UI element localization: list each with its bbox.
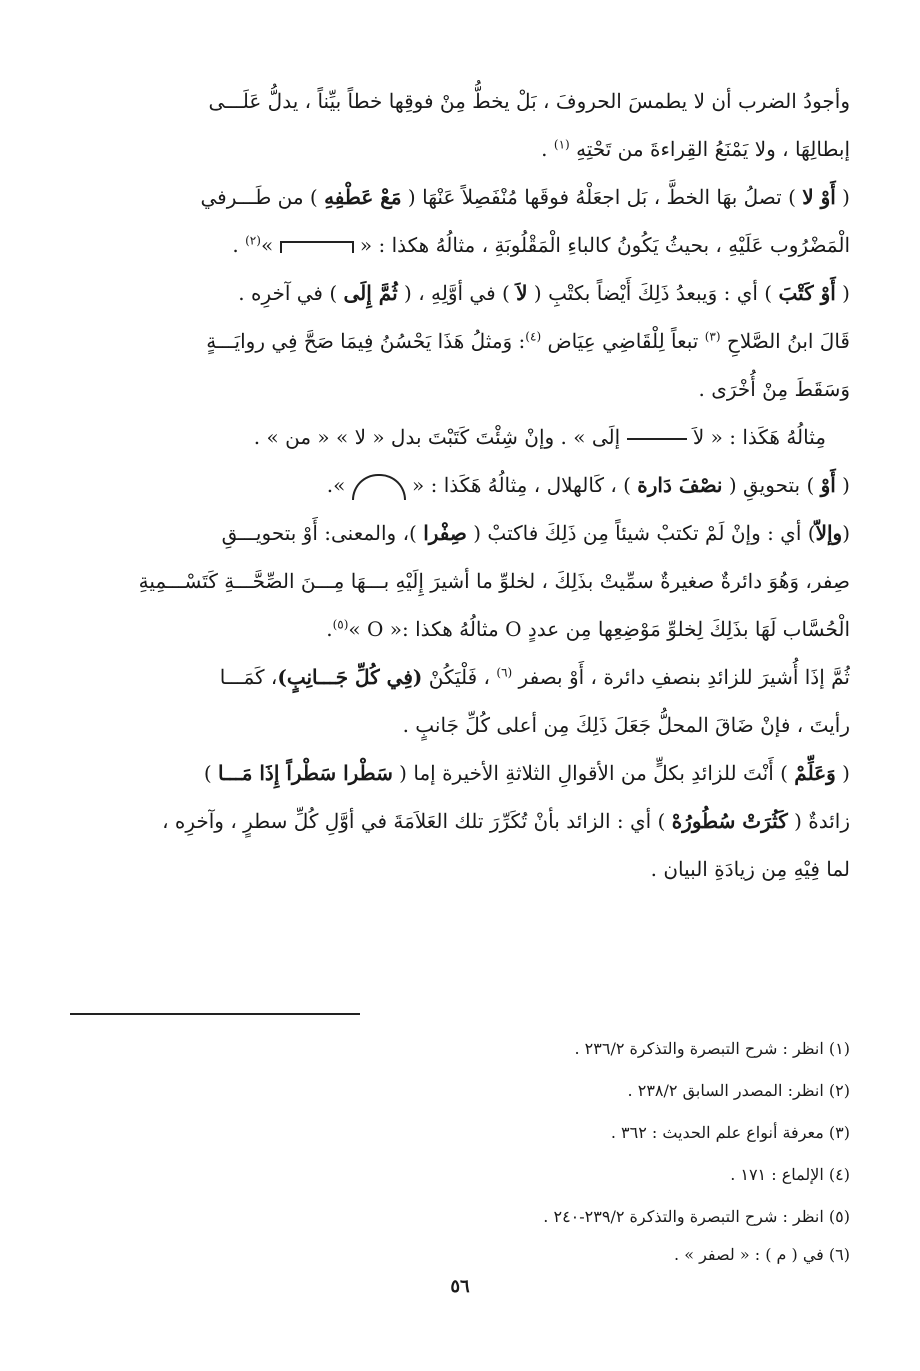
footnote-ref-5[interactable]: (٥) (332, 617, 349, 632)
footnote-2: (٢) انظر: المصدر السابق ٢٣٨/٢ . (627, 1081, 850, 1100)
text-line-13: ثُمَّ إذَا أُشيرَ للزائدِ بنصفِ دائرة ، أَوْ بصفر $^{(٦)}$ ، فَلْيَكُنْ (فِي كُلِّ جَـــانِبٍ)، كَمَـــا (219, 665, 850, 689)
text-line-12: الْحُسَّاب لَهَا بذَلِكَ لِخلوِّ مَوْضِعِها مِن عددٍ O مثالُهُ هكذا :« O »$^{(٥)}$. (326, 617, 850, 641)
footnote-ref-2[interactable]: (٢) (245, 233, 261, 248)
footnote-1: (١) انظر : شرح التبصرة والتذكرة ٢٣٦/٢ . (574, 1039, 850, 1058)
footnote-ref-6[interactable]: (٦) (496, 665, 513, 680)
page (70, 70, 850, 1371)
text-line-8: مِثالُهُ هَكَذا : « لاَ إلَى » . وإنْ شِئْتَ كَتَبْتَ بدل « لا » « من » . (253, 425, 826, 449)
footnote-ref-1[interactable]: (١) (553, 137, 570, 152)
text-line-7: وَسَقَطَ مِنْ أُخْرَى . (698, 377, 850, 401)
text-line-11: صِفر، وَهُوَ دائرةٌ صغيرةٌ سمِّيتْ بذَلِكَ ، لخلوِّ ما أشيرَ إِلَيْهِ بـــهَا مِـــنَ الصِّحَّـــةِ كَتَسْـــمِيةِ (138, 569, 850, 593)
text-line-16: زائدةٌ ( كَثُرَتْ سُطُورُهْ ) أي : الزائد بأنْ تُكَرِّرَ تلك العَلاَمَةَ في أوَّلِ كُلِّ سطرٍ ، وآخرِه ، (162, 809, 850, 833)
text-line-2: إبطالِهَا ، ولا يَمْنَعُ القِراءةَ من تَحْتِهِ $^{(١)}$ . (541, 137, 850, 161)
text-line-5: ( أَوْ كَتْبَ ) أي : وَيبعدُ ذَلِكَ أَيْضاً بكتْبِ ( لاَ ) في أوَّلِهِ ، ( ثُمَّ إِلَى ) في آخرِه . (238, 281, 850, 305)
text-line-3: ( أَوْ لا ) تصلُ بهَا الخطَّ ، بَل اجعَلْهُ فوقَها مُنْفَصِلاً عَنْهَا ( مَعْ عَطْفِهِ ) من طَـــرفي (200, 185, 850, 209)
inverted-ba-mark (280, 241, 354, 253)
text-line-1: وأجودُ الضرب أن لا يطمسَ الحروفَ ، بَلْ يخطُّ مِنْ فوقِها خطاً بيِّناً ، يدلُّ عَلَـــى (208, 89, 850, 113)
footnote-ref-3[interactable]: (٣) (704, 329, 721, 344)
page-number: ٥٦ (450, 1276, 470, 1297)
text-line-6: قَالَ ابنُ الصَّلاحِ $^{(٣)}$ تبعاً لِلْقَاضِي عِيَاض $^{(٤)}$: وَمثلُ هَذَا يَحْسُنُ فِيمَا صَحَّ فِي روايَـــةٍ (206, 329, 850, 353)
half-circle-mark (352, 474, 406, 500)
footnote-6: (٦) في ( م ) : « لصفر » . (674, 1245, 850, 1264)
text-line-17: لما فِيْهِ مِن زيادَةِ البيان . (650, 857, 850, 881)
footnote-ref-4[interactable]: (٤) (525, 329, 542, 344)
text-line-15: ( وَعَلِّمْ ) أَنْتَ للزائدِ بكلٍّ من الأقوالِ الثلاثةِ الأخيرة إما ( سَطْرا سَطْراً إِذَا مَـــا ) (203, 761, 850, 785)
dash-mark (627, 438, 687, 440)
footnote-5: (٥) انظر : شرح التبصرة والتذكرة ٢٣٩/٢-٢٤٠ . (543, 1207, 850, 1226)
text-line-9: ( أَوْ ) بتحويقِ ( نصْفَ دَارة ) ، كَالهلال ، مِثالُهُ هَكَذا : « ». (70, 462, 850, 508)
text-line-14: رأيتَ ، فإنْ ضَاقَ المحلُّ جَعَلَ ذَلِكَ مِن أعلى كُلِّ جَانبٍ . (402, 713, 850, 737)
footnote-4: (٤) الإلماع : ١٧١ . (730, 1165, 850, 1184)
text-line-10: (وإلاّ) أي : وإنْ لَمْ تكتبْ شيئاً مِن ذَلِكَ فاكتبْ ( صِفْرا )، والمعنى: أَوْ بتحويـــقِ (221, 521, 850, 545)
text-line-4: الْمَضْرُوب عَلَيْهِ ، بحيثُ يَكُونُ كالباءِ الْمَقْلُوبَةِ ، مثالُهُ هكذا : « »$^{(٢)}$ . (232, 233, 850, 257)
footnote-separator (70, 1013, 360, 1015)
footnote-3: (٣) معرفة أنواع علم الحديث : ٣٦٢ . (610, 1123, 850, 1142)
